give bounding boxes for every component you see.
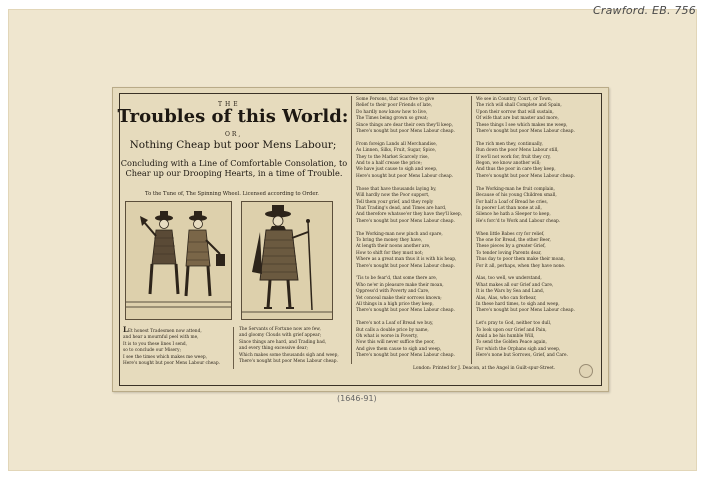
verse-line: LEt honest Tradesmen now attend, <box>123 325 202 334</box>
verse-line: The Times being grown so great; <box>356 116 428 122</box>
verse-line: and hear a mournful peel with me, <box>123 335 199 341</box>
woodcut-1-drawing <box>126 202 231 319</box>
verse-line: Since things are dear their own they'll keep, <box>356 122 453 128</box>
verse-line: Here's nought but poor Mens Labour cheap. <box>123 361 220 367</box>
verse-line: and gloomy Clouds with grief appear; <box>239 333 322 339</box>
column-divider <box>351 96 352 364</box>
verse-line: They to the Market Scarcely rise, <box>356 154 429 160</box>
verse-line: To send the Golden Peace again, <box>476 340 547 346</box>
verse-line: There's nought but poor Mens Labour cheap. <box>476 173 575 179</box>
verse-line: Will hardly now the Poor support, <box>356 193 430 199</box>
title-the: THE <box>218 101 241 108</box>
verse-line: These things I see which makes me weep, <box>476 122 568 128</box>
two-figures-woodcut-icon <box>125 201 232 320</box>
gentleman-with-cane-woodcut-icon <box>241 201 333 320</box>
verse-line: It is the Wars by Sea and Land, <box>476 289 545 295</box>
verse-line: There's nought but poor Mens Labour cheap. <box>239 359 338 365</box>
verse-line: At length their noons another are, <box>356 244 431 250</box>
verse-line: so to conclude our Misery; <box>123 348 182 354</box>
verse-line: In poorer Lot than none at all, <box>476 205 542 211</box>
verse-line: And give them cause to sigh and weep, <box>356 346 442 352</box>
verse-line: We see in Country, Court, or Town, <box>476 97 553 102</box>
column-divider <box>471 96 472 364</box>
verse-line: Since things are hard, and Trading bad, <box>239 339 327 345</box>
verse-line: Upon their sorrow that will sustain, <box>476 109 554 115</box>
verse-line: Those that have thousands laying by, <box>356 186 437 192</box>
verse-line: There's nought but poor Mens Labour cheap. <box>356 218 455 224</box>
verse-line: The Working-man he fruit complain, <box>476 186 555 192</box>
verse-line: Amid a be his humble Will, <box>476 334 535 340</box>
concluding-line-1: Concluding with a Line of Comfortable Consolation, to <box>120 158 348 168</box>
ballad-subtitle: Nothing Cheap but poor Mens Labour; <box>129 139 337 151</box>
verse-line: And therefore whatsoe'er they have they'll keep, <box>356 212 463 218</box>
verse-line: He's forc'd to Work and Labour cheap. <box>476 218 561 224</box>
library-stamp-icon <box>579 364 593 378</box>
verse-line: Because of his young Children small, <box>476 193 557 199</box>
verse-line: When little Babes cry for relief, <box>476 231 545 237</box>
verse-line: All things in a high price they keep, <box>356 302 434 307</box>
title-column <box>113 88 349 391</box>
verse-line: Tell them your grief, and they reply <box>356 199 434 205</box>
verse-line: Run down the poor Mens Labour still, <box>476 148 559 154</box>
verse-line: To bring the money they have, <box>356 237 423 243</box>
broadside-sheet <box>112 87 609 392</box>
verse-line: To look upon our Grief and Pain, <box>476 327 547 333</box>
verse-line: The Working-man now pinch and spare, <box>356 231 443 237</box>
shelfmark-note: Crawford. EB. 756 <box>593 4 696 17</box>
tune-note: To the Tune of, The Spinning Wheel. Licensed according to Order. <box>145 191 319 197</box>
verse-line: Thus day to poor them make their moan, <box>476 257 565 263</box>
verse-line: We have just cause to sigh and weep, <box>356 167 438 173</box>
verse-line: The rich will shall Complete and Spain, <box>476 103 562 109</box>
verse-line: To tender loving Parents dear, <box>476 250 542 256</box>
verse-middle-column <box>356 97 462 360</box>
verse-line: There's nought but poor Mens Labour cheap. <box>356 263 455 269</box>
verse-line: What makes all our Grief and Care, <box>476 282 554 288</box>
verse-line: For it all, perhaps, when they have none. <box>476 263 566 269</box>
verse-line: Relief to their poor Friends of late, <box>356 103 433 109</box>
verse-line: The Servants of Fortune now are few, <box>239 327 321 332</box>
verse-line: That Trading's dead, and Times are hard, <box>356 205 447 211</box>
verse-line: The rich men they, continually, <box>476 141 543 147</box>
verse-line: Yet conceal make their sorrows known; <box>356 295 442 301</box>
verse-line: Begon, we know another will; <box>476 161 541 167</box>
verse-line: As Linnen, Silks, Fruit, Sugar, Spice, <box>356 148 437 154</box>
verse-line: There's nought but poor Mens Labour cheap. <box>476 129 575 135</box>
verse-line: Alas, too well, we understand, <box>476 276 542 282</box>
concluding-line-2: Chear up our Drooping Hearts, in a time of Trouble. <box>125 168 343 178</box>
verse-line: But calls a double price by name, <box>356 327 429 333</box>
verse-line: and every thing excessive dear; <box>239 346 308 352</box>
verse-line: Some Persons, that was free to give <box>356 97 435 102</box>
imprint-line: London: Printed for J. Deacon, at the Angel in Guilt-spur-Street. <box>413 366 556 371</box>
verse-line: Silence he hath a Sleeper to keep, <box>476 212 551 218</box>
column-divider <box>233 327 234 369</box>
verse-line: If we'll not work for, fruit they cry, <box>476 154 551 160</box>
verse-line: For which the Orphans sigh and weep, <box>476 346 561 352</box>
verse-line: And thus the poor in care they keep, <box>476 167 556 173</box>
woodcut-2-drawing <box>242 202 332 319</box>
verse-line: Of wife that are but master and more, <box>476 116 559 122</box>
verse-left-a <box>123 327 220 367</box>
verse-right-column <box>476 97 575 360</box>
verse-line: From foreign Lands all Merchandise, <box>356 141 438 147</box>
verse-line: These pieces by a greater Grief, <box>476 244 546 250</box>
verse-line: There's nought but poor Mens Labour cheap. <box>476 308 575 314</box>
verse-line: For half a Loaf of Bread he cries, <box>476 199 548 205</box>
verse-line: The one for Bread, the other Beer, <box>476 237 551 243</box>
ballad-title: Troubles of this World: <box>117 106 349 127</box>
verse-line: Which makes some thousands sigh and weep, <box>239 352 339 358</box>
verse-line: Here's nought but poor Mens Labour cheap. <box>356 173 453 179</box>
verse-line: 'Tis to be fear'd, that some there are, <box>356 276 438 282</box>
verse-line: I see the times which makes me weep, <box>123 354 207 360</box>
verse-line: Where as a great man thus it is with his heap, <box>356 257 457 263</box>
verse-left-b <box>239 327 339 365</box>
concluding-line <box>116 158 352 178</box>
verse-line: Who ne'er in pleasure make their moan, <box>356 282 444 288</box>
verse-line: It is to you these lines I send, <box>123 341 188 347</box>
date-note: (1646-91) <box>337 394 377 403</box>
verse-line: Now this will never suffice the poor, <box>356 340 435 346</box>
verse-line: There's not a Loaf of Bread we buy, <box>356 321 434 327</box>
verse-line: Here's none but Sorrows, Grief, and Care. <box>476 353 568 359</box>
verse-line: Alas, Alas, who can forbear, <box>476 295 537 301</box>
verse-line: Let's pray to God, neither too dull, <box>476 321 552 327</box>
verse-line: And to a half crease the price; <box>356 161 422 167</box>
verse-line: There's nought but poor Mens Labour cheap. <box>356 129 455 135</box>
title-or: OR, <box>225 131 243 138</box>
verse-line: There's nought but poor Mens Labour cheap. <box>356 308 455 314</box>
verse-line: Oh what is worse in Poverty, <box>356 334 418 340</box>
verse-line: Oppress'd with Poverty and Care, <box>356 289 430 295</box>
verse-line: How to shift for they must not; <box>356 250 424 256</box>
verse-line: There's nought but poor Mens Labour cheap. <box>356 353 455 359</box>
verse-line: In these hard times, to sigh and weep, <box>476 302 560 307</box>
verse-line: Do hardly now know how to live, <box>356 109 428 115</box>
